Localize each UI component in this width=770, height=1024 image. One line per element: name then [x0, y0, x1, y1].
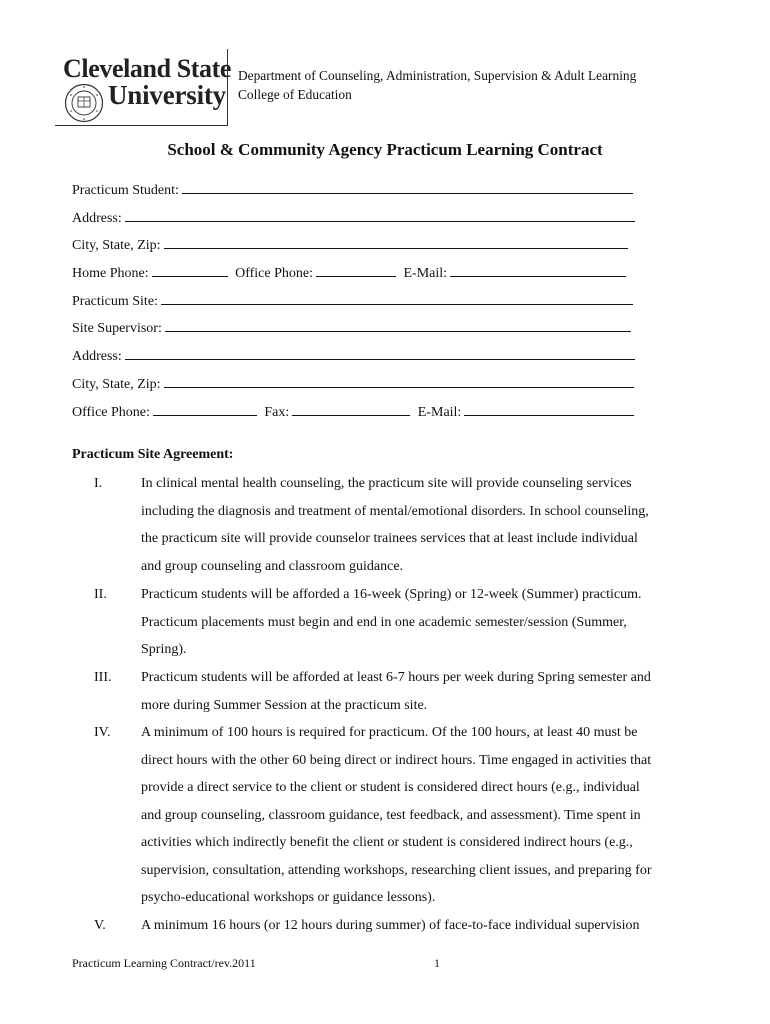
- department-name: Department of Counseling, Administration, Supervision & Adult Learning: [238, 68, 637, 83]
- item-line: Spring).: [141, 642, 187, 657]
- footer-revision: Practicum Learning Contract/rev.2011: [72, 956, 256, 970]
- field-label: City, State, Zip:: [72, 238, 161, 253]
- item-number: I.: [94, 476, 103, 491]
- site-supervisor-field[interactable]: [72, 318, 635, 337]
- agreement-item: [72, 912, 712, 940]
- item-line: and group counseling and classroom guidance.: [141, 558, 404, 574]
- city-state-zip-blank[interactable]: [164, 235, 628, 249]
- item-number: II.: [94, 587, 107, 602]
- item-line: and group counseling, classroom guidance, test feedback, and assessment). Time spent in: [141, 807, 641, 823]
- department-header: [238, 66, 636, 104]
- email-blank[interactable]: [450, 263, 626, 277]
- agreement-item: [72, 719, 712, 912]
- item-line: Practicum placements must begin and end in one academic semester/session (Summer,: [141, 614, 627, 630]
- site-supervisor-blank[interactable]: [165, 318, 631, 332]
- site-city-state-zip-field[interactable]: [72, 374, 638, 393]
- university-logo: [55, 49, 232, 126]
- item-number: III.: [94, 670, 112, 685]
- site-address-field[interactable]: [72, 346, 639, 365]
- field-label: Office Phone:: [235, 266, 313, 281]
- item-line: Practicum students will be afforded at least 6-7 hours per week during Spring semester and: [141, 670, 651, 685]
- item-line: Practicum students will be afforded a 16-week (Spring) or 12-week (Summer) practicum.: [141, 587, 642, 602]
- item-number: V.: [94, 918, 106, 933]
- practicum-site-field[interactable]: [72, 291, 637, 310]
- site-address-blank[interactable]: [125, 346, 635, 360]
- fax-blank[interactable]: [292, 402, 410, 416]
- item-line: provide a direct service to the client or student is considered direct hours (e.g., individual: [141, 780, 640, 795]
- item-line: A minimum 16 hours (or 12 hours during summer) of face-to-face individual supervision: [141, 918, 640, 933]
- agreement-item: [72, 470, 712, 580]
- practicum-site-blank[interactable]: [161, 291, 633, 305]
- field-label: Address:: [72, 211, 122, 226]
- site-office-phone-blank[interactable]: [153, 402, 257, 416]
- agreement-item: [72, 581, 712, 664]
- logo-wordmark-top: Cleveland State: [63, 54, 232, 83]
- item-line: the practicum site will provide counselor trainees services that at least include individual: [141, 531, 638, 546]
- field-label: Address:: [72, 349, 122, 364]
- item-line: A minimum of 100 hours is required for practicum. Of the 100 hours, at least 40 must be: [141, 725, 638, 740]
- agreement-item: [72, 664, 712, 719]
- field-label: Fax:: [264, 405, 290, 420]
- site-city-state-zip-blank[interactable]: [164, 374, 634, 388]
- field-label: Office Phone:: [72, 405, 150, 420]
- item-line: including the diagnosis and treatment of mental/emotional disorders. In school counseling,: [141, 503, 649, 519]
- field-label: City, State, Zip:: [72, 377, 161, 392]
- item-line: direct hours with the other 60 being direct or indirect hours. Time engaged in activities that: [141, 752, 652, 768]
- office-phone-blank[interactable]: [316, 263, 396, 277]
- field-label: Home Phone:: [72, 266, 149, 281]
- university-seal-icon: [64, 83, 104, 123]
- item-line: more during Summer Session at the practicum site.: [141, 697, 428, 713]
- phone-row: [72, 263, 630, 282]
- item-line: activities which indirectly benefit the client or student is considered indirect hours (e.g.,: [141, 835, 633, 850]
- address-field[interactable]: [72, 208, 639, 227]
- item-line: psycho-educational workshops or guidance lessons).: [141, 890, 436, 905]
- field-label: Practicum Site:: [72, 294, 158, 309]
- page-number: 1: [434, 956, 440, 970]
- practicum-student-blank[interactable]: [182, 180, 633, 194]
- site-email-blank[interactable]: [464, 402, 634, 416]
- agreement-heading: Practicum Site Agreement:: [72, 447, 234, 462]
- page-title: School & Community Agency Practicum Learning Contract: [167, 140, 603, 159]
- college-name: College of Education: [238, 87, 352, 102]
- site-contact-row: [72, 402, 638, 421]
- field-label: E-Mail:: [403, 266, 448, 281]
- practicum-student-field[interactable]: [72, 180, 637, 199]
- field-label: E-Mail:: [417, 405, 462, 420]
- field-label: Practicum Student:: [72, 183, 179, 198]
- item-number: IV.: [94, 725, 111, 740]
- item-line: In clinical mental health counseling, the practicum site will provide counseling services: [141, 476, 632, 491]
- address-blank[interactable]: [125, 208, 635, 222]
- city-state-zip-field[interactable]: [72, 235, 632, 254]
- field-label: Site Supervisor:: [72, 321, 162, 336]
- home-phone-blank[interactable]: [152, 263, 228, 277]
- item-line: supervision, consultation, attending workshops, researching client issues, and preparing for: [141, 862, 652, 878]
- logo-wordmark-bottom: University: [108, 80, 226, 110]
